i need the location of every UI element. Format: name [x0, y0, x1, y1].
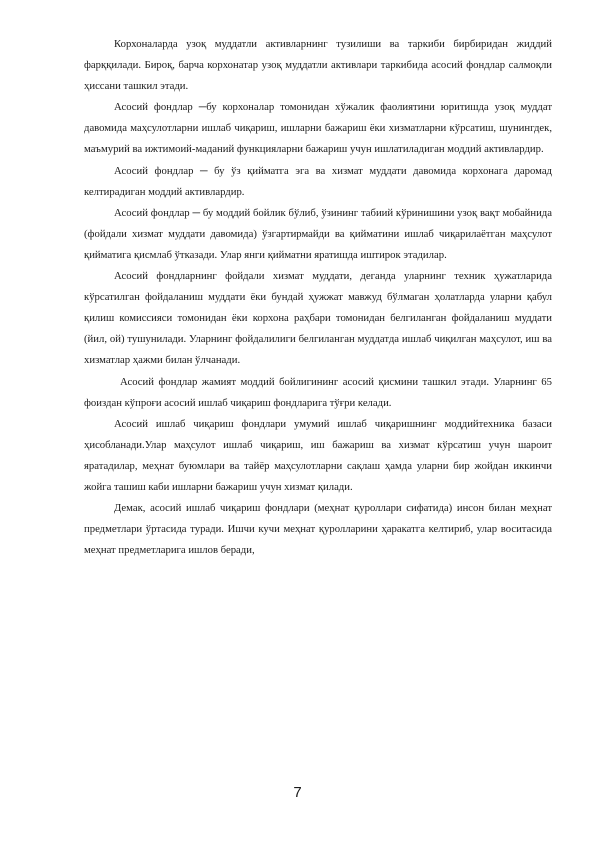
paragraph-labor-tools: Демак, асосий ишлаб чиқариш фондлари (меҳнат қуроллари сифатида) инсон билан меҳнат предметлари ўртасида туради. Ишчи кучи меҳнат қуролларини ҳаракатга келтириб, улар воситасида меҳнат предметларига ишлов беради,	[84, 502, 552, 557]
paragraph-fixed-assets-value: Асосий фондлар ─ бу ўз қийматга эга ва хизмат муддати давомида корхонага даромад келтирадиган моддий активлардир.	[84, 164, 552, 198]
paragraph-production-base: Асосий ишлаб чиқариш фондлари умумий ишлаб чиқаришнинг моддийтехника базаси ҳисобланади.Улар маҳсулот ишлаб чиқариш, иш бажариш ва хизмат кўрсатиш учун шароит яратадилар, меҳнат буюмлари ва тайёр маҳсулотларни сақлаш ҳамда уларни бир жойдан иккинчи жойга ташиш каби ишларни бажариш учун хизмат қилади.	[84, 417, 552, 493]
paragraph-wealth-share: Асосий фондлар жамият моддий бойлигининг асосий қисмини ташкил этади. Уларнинг 65 фоиздан кўпроғи асосий ишлаб чиқариш фондларига тўғри келади.	[84, 375, 552, 409]
paragraph-fixed-assets-definition: Асосий фондлар ─бу корхоналар томонидан хўжалик фаолиятини юритишда узоқ муддат давомида маҳсулотларни ишлаб чиқариш, ишларни бажариш ёки хизматларни кўрсатиш, шунингдек, маъмурий ва ижтимоий-маданий функцияларни бажариш учун ишлатиладиган моддий активлардир.	[84, 101, 552, 156]
paragraph-fixed-assets-material: Асосий фондлар ─ бу моддий бойлик бўлиб, ўзининг табиий кўринишини узоқ вақт мобайнида (фойдали хизмат муддати давомида) ўзгартирмайди ва қийматини ишлаб чиқарилаётган маҳсулот қийматига қисмлаб ўтказади. Улар янги қийматни яратишда иштирок этадилар.	[84, 206, 552, 261]
paragraph-useful-life: Асосий фондларнинг фойдали хизмат муддати, деганда уларнинг техник ҳужатларида кўрсатилган фойдаланиш муддати ёки бундай ҳужжат мавжуд бўлмаган ҳолатларда уларни қабул қилиш комиссияси томонидан ёки корхона раҳбари томонидан белгиланган фойдаланиш муддати (йил, ой) тушунилади. Уларнинг фойдалилиги белгиланган муддатда ишлаб чиқилган маҳсулот, иш ва хизматлар ҳажми билан ўлчанади.	[84, 270, 552, 367]
document-body	[84, 34, 552, 561]
page-number: 7	[293, 784, 302, 801]
paragraph-long-term-assets: Корхоналарда узоқ муддатли активларнинг тузилиши ва таркиби бирбиридан жиддий фарққилади. Бироқ, барча корхонатар узоқ муддатли активлари таркибида асосий фондлар салмоқли ҳиссани ташкил этади.	[84, 38, 552, 93]
